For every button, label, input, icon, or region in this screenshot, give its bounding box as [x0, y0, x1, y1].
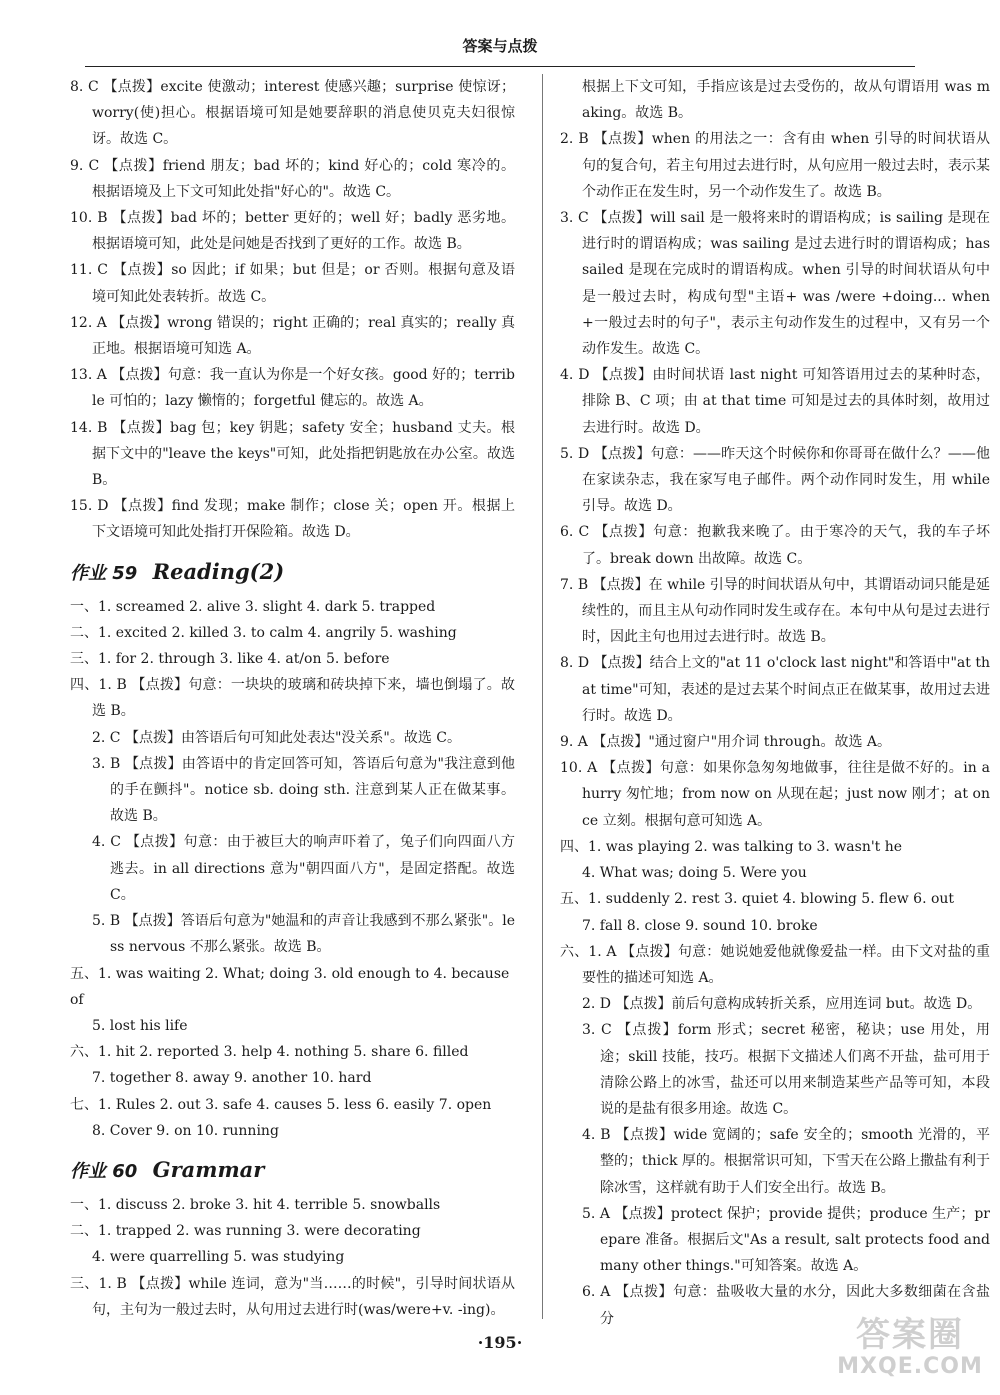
answer-item: 六、1. A 【点拨】句意：她说她爱他就像爱盐一样。由下文对盐的重要性的描述可知选 A。 [560, 943, 990, 986]
answer-row: 4. What was; doing 5. Were you [582, 865, 807, 882]
section-prefix: 作业 59 [70, 562, 138, 584]
watermark-text: 答案圈 [856, 1315, 964, 1355]
page-header [85, 36, 915, 67]
answer-item: 15. D 【点拨】find 发现；make 制作；close 关；open 开。根据上下文语境可知此处指打开保险箱。故选 D。 [70, 498, 515, 541]
answer-row: 五、1. was waiting 2. What; doing 3. old enough to 4. because of [70, 965, 510, 1008]
watermark-logo [830, 1315, 990, 1390]
answer-row: 一、1. discuss 2. broke 3. hit 4. terrible 5. snowballs [70, 1196, 441, 1213]
answer-item: 三、1. B 【点拨】while 连词，意为"当……的时候"，引导时间状语从句，主句为一般过去时，从句用过去进行时(was/were+v. -ing)。 [70, 1275, 515, 1318]
answer-item: 10. A 【点拨】句意：如果你急匆匆地做事，往往是做不好的。in a hurry 匆忙地；from now on 从现在起；just now 刚才；at once 立刻。根据句意可知选 A。 [560, 760, 990, 829]
watermark-url: MXQE.COM [837, 1354, 983, 1379]
answer-item: 3. B 【点拨】由答语中的肯定回答可知，答语后句意为"我注意到他的手在颤抖"。notice sb. doing sth. 注意到某人正在做某事。故选 B。 [92, 755, 515, 825]
answer-row: 7. fall 8. close 9. sound 10. broke [582, 917, 818, 934]
section-heading-59 [70, 558, 515, 588]
answer-item: 4. C 【点拨】句意：由于被巨大的响声吓着了，兔子们向四面八方逃去。in all directions 意为"朝四面八方"，是固定搭配。故选 C。 [92, 834, 515, 903]
answer-item: 5. A 【点拨】protect 保护；provide 提供；produce 生产；prepare 准备。根据后文"As a result, salt protects food and many other things."可知答案。故选 A。 [582, 1205, 990, 1275]
answer-row: 三、1. for 2. through 3. like 4. at/on 5. before [70, 651, 390, 668]
answer-item: 6. A 【点拨】句意：盐吸收大量的水分，因此大多数细菌在含盐分 [582, 1284, 990, 1327]
answer-item: 2. D 【点拨】前后句意构成转折关系，应用连词 but。故选 D。 [582, 996, 982, 1013]
answer-row: 4. were quarrelling 5. was studying [92, 1249, 345, 1266]
column-divider [542, 74, 543, 1319]
left-column [70, 74, 515, 1323]
answer-item: 6. C 【点拨】句意：抱歉我来晚了。由于寒冷的天气，我的车子坏了。break down 出故障。故选 C。 [560, 524, 990, 567]
answer-row: 五、1. suddenly 2. rest 3. quiet 4. blowing 5. flew 6. out [560, 891, 955, 908]
answer-row: 7. together 8. away 9. another 10. hard [92, 1070, 372, 1087]
answer-row: 四、1. was playing 2. was talking to 3. wasn't he [560, 838, 903, 855]
answer-item: 2. C 【点拨】由答语后句可知此处表达"没关系"。故选 C。 [92, 729, 462, 746]
answer-item: 10. B 【点拨】bad 坏的；better 更好的；well 好；badly 恶劣地。根据语境可知，此处是问她是否找到了更好的工作。故选 B。 [70, 210, 515, 253]
answer-item: 14. B 【点拨】bag 包；key 钥匙；safety 安全；husband 丈夫。根据下文中的"leave the keys"可知，此处指把钥匙放在办公室。故选 B。 [70, 419, 515, 489]
answer-row: 8. Cover 9. on 10. running [92, 1122, 279, 1139]
answer-item: 13. A 【点拨】句意：我一直认为你是一个好女孩。good 好的；terrible 可怕的；lazy 懒惰的；forgetful 健忘的。故选 A。 [70, 367, 515, 410]
page-number: ·195· [477, 1333, 523, 1352]
answer-item: 4. B 【点拨】wide 宽阔的；safe 安全的；smooth 光滑的，平整的；thick 厚的。根据常识可知，下雪天在公路上撒盐有利于除冰雪，这样就有助于人们安全出行。故选 B。 [582, 1127, 990, 1196]
answer-row: 一、1. screamed 2. alive 3. slight 4. dark 5. trapped [70, 598, 436, 615]
section-prefix: 作业 60 [70, 1160, 138, 1182]
answer-item: 3. C 【点拨】will sail 是一般将来时的谓语构成；is sailing 是现在进行时的谓语构成；was sailing 是过去进行时的谓语构成；has sailed 是现在完成时的谓语构成。when 引导的时间状语从句中是一般过去时，构成句型"主语+ was /were +doing... when +一般过去时的句子"，表示主句动作发生的过程中，又有另一个动作发生。故选 C。 [560, 210, 990, 358]
answer-item: 4. D 【点拨】由时间状语 last night 可知答语用过去的某种时态，排除 B、C 项；由 at that time 可知是过去的具体时刻，故用过去进行时。故选 D。 [560, 367, 990, 436]
answer-item: 9. C 【点拨】friend 朋友；bad 坏的；kind 好心的；cold 寒冷的。根据语境及上下文可知此处指"好心的"。故选 C。 [70, 157, 515, 200]
section-title: Reading(2) [152, 558, 285, 584]
answer-row: 5. lost his life [92, 1017, 188, 1034]
answer-row: 二、1. trapped 2. was running 3. were decorating [70, 1223, 421, 1240]
section-heading-60 [70, 1156, 515, 1186]
answer-item: 8. C 【点拨】excite 使激动；interest 使感兴趣；surprise 使惊讶；worry(使)担心。根据语境可知是她要辞职的消息使贝克夫妇很惊讶。故选 C。 [70, 79, 515, 148]
answer-item: 12. A 【点拨】wrong 错误的；right 正确的；real 真实的；really 真正地。根据语境可知选 A。 [70, 314, 515, 358]
answer-item: 8. D 【点拨】结合上文的"at 11 o'clock last night"和答语中"at that time"可知，表述的是过去某个时间点正在做某事，故用过去进行时。故选 D。 [560, 655, 990, 724]
answer-item: 四、1. B 【点拨】句意：一块块的玻璃和砖块掉下来，墙也倒塌了。故选 B。 [70, 677, 515, 720]
answer-item: 根据上下文可知，手指应该是过去受伤的，故从句谓语用 was making。故选 B。 [582, 79, 990, 122]
answer-row: 二、1. excited 2. killed 3. to calm 4. angrily 5. washing [70, 624, 457, 641]
answer-item: 9. A 【点拨】"通过窗户"用介词 through。故选 A。 [560, 734, 892, 751]
answer-item: 5. B 【点拨】答语后句意为"她温和的声音让我感到不那么紧张"。less nervous 不那么紧张。故选 B。 [92, 913, 515, 956]
header-title: 答案与点拨 [462, 37, 538, 55]
section-title: Grammar [152, 1156, 265, 1182]
answer-row: 七、1. Rules 2. out 3. safe 4. causes 5. less 6. easily 7. open [70, 1096, 492, 1113]
answer-item: 2. B 【点拨】when 的用法之一：含有由 when 引导的时间状语从句的复合句，若主句用过去进行时，从句应用一般过去时，表示某个动作正在发生时，另一个动作发生了。故选 B。 [560, 131, 990, 200]
answer-item: 7. B 【点拨】在 while 引导的时间状语从句中，其谓语动词只能是延续性的，而且主从句动作同时发生或存在。本句中从句是过去进行时，因此主句也用过去进行时。故选 B。 [560, 576, 990, 646]
answer-item: 3. C 【点拨】form 形式；secret 秘密，秘诀；use 用处，用途；skill 技能，技巧。根据下文描述人们离不开盐，盐可用于清除公路上的冰雪，盐还可以用来制造某些产品等可知，本段说的是盐有很多用途。故选 C。 [582, 1022, 990, 1117]
right-column [560, 74, 990, 1332]
answer-item: 5. D 【点拨】句意：——昨天这个时候你和你哥哥在做什么？——他在家读杂志，我在家写电子邮件。两个动作同时发生，用 while 引导。故选 D。 [560, 445, 990, 515]
answer-row: 六、1. hit 2. reported 3. help 4. nothing 5. share 6. filled [70, 1044, 469, 1061]
answer-item: 11. C 【点拨】so 因此；if 如果；but 但是；or 否则。根据句意及语境可知此处表转折。故选 C。 [70, 262, 515, 305]
